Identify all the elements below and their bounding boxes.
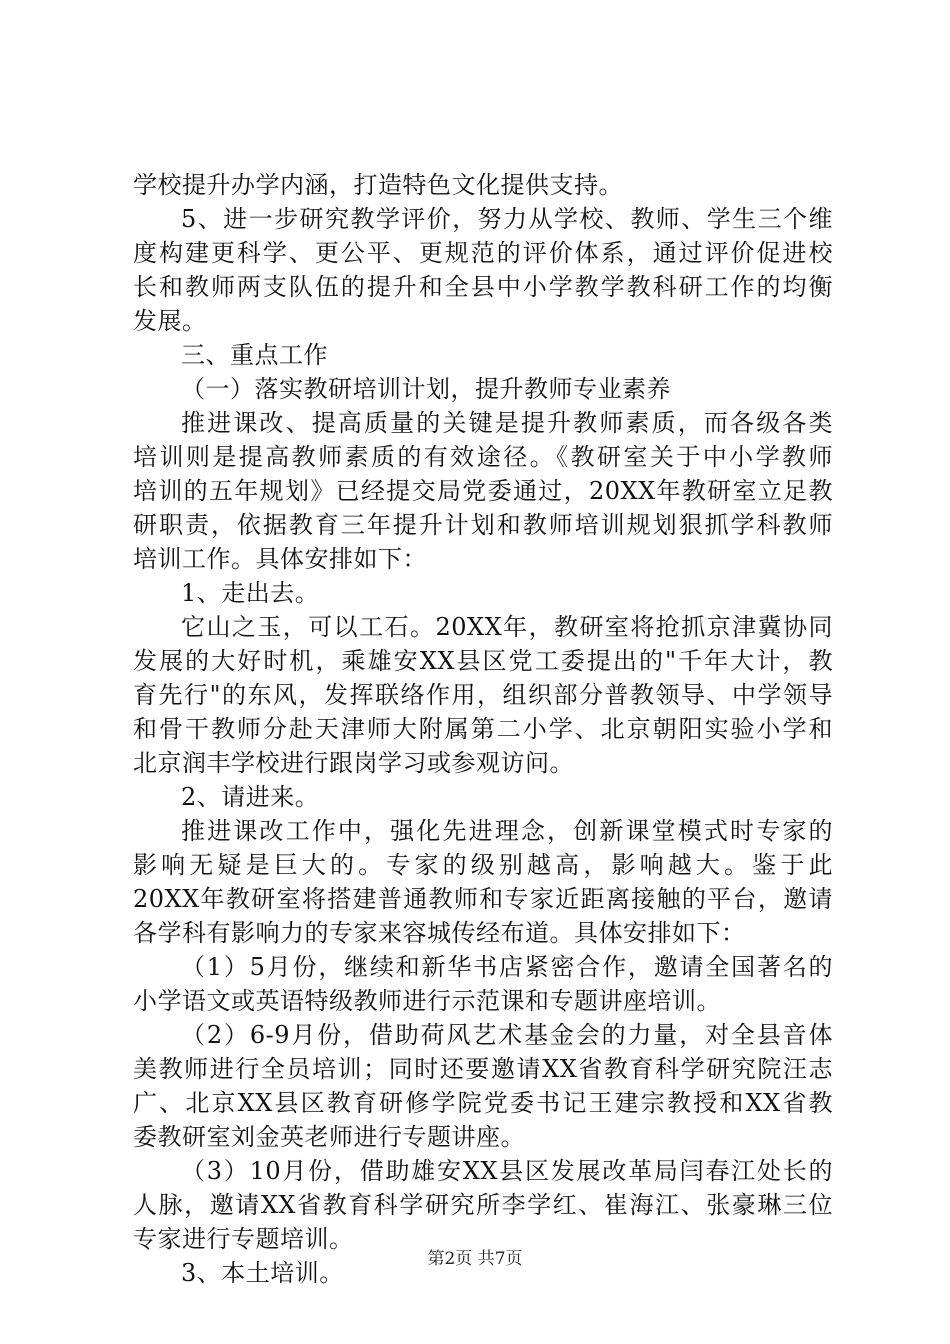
paragraph-line: 人脉，邀请XX省教育科学研究所李学红、崔海江、张豪琳三位 [133,1191,833,1219]
document-body [133,168,833,1290]
page-footer [0,1244,950,1269]
paragraph-line: 发展的大好时机，乘雄安XX县区党工委提出的"千年大计，教 [133,647,833,675]
paragraph-line: 美教师进行全员培训；同时还要邀请XX省教育科学研究院汪志 [133,1055,833,1083]
paragraph-line: 培训工作。具体安排如下： [133,545,427,573]
paragraph-line: 3、本土培训。 [181,1259,344,1287]
paragraph-line: 和骨干教师分赴天津师大附属第二小学、北京朝阳实验小学和 [133,715,833,743]
paragraph-line: 三、重点工作 [181,341,328,369]
paragraph-line: 2、请进来。 [181,783,320,811]
paragraph-line: 培训的五年规划》已经提交局党委通过，20XX年教研室立足教 [133,477,833,505]
paragraph-line: 推进课改、提高质量的关键是提升教师素质，而各级各类 [181,409,833,437]
paragraph-line: （2）6-9月份，借助荷风艺术基金会的力量，对全县音体 [181,1021,833,1049]
paragraph-line: 专家进行专题培训。 [133,1225,354,1253]
paragraph-line: 研职责，依据教育三年提升计划和教师培训规划狠抓学科教师 [133,511,833,539]
page-number: 第2页 共7页 [427,1249,523,1269]
paragraph-line: 度构建更科学、更公平、更规范的评价体系，通过评价促进校 [133,239,833,267]
paragraph-line: （一）落实教研培训计划，提升教师专业素养 [181,375,671,403]
paragraph-line: （1）5月份，继续和新华书店紧密合作，邀请全国著名的 [181,953,833,981]
paragraph-line: 5、进一步研究教学评价，努力从学校、教师、学生三个维 [181,205,833,233]
paragraph-line: 培训则是提高教师素质的有效途径。《教研室关于中小学教师 [133,443,833,471]
paragraph-line: 发展。 [133,307,207,335]
paragraph-line: 北京润丰学校进行跟岗学习或参观访问。 [133,749,574,777]
paragraph-line: 育先行"的东风，发挥联络作用，组织部分普教领导、中学领导 [133,681,833,709]
paragraph-line: 推进课改工作中，强化先进理念，创新课堂模式时专家的 [181,817,833,845]
paragraph-line: （3）10月份，借助雄安XX县区发展改革局闫春江处长的 [181,1157,833,1185]
paragraph-line: 它山之玉，可以工石。20XX年，教研室将抢抓京津冀协同 [181,613,833,641]
paragraph-line: 委教研室刘金英老师进行专题讲座。 [133,1123,525,1151]
paragraph-line: 各学科有影响力的专家来容城传经布道。具体安排如下： [133,919,746,947]
paragraph-line: 小学语文或英语特级教师进行示范课和专题讲座培训。 [133,987,721,1015]
paragraph-line: 学校提升办学内涵，打造特色文化提供支持。 [133,171,623,199]
paragraph-line: 影响无疑是巨大的。专家的级别越高，影响越大。鉴于此 [133,851,833,879]
paragraph-line: 1、走出去。 [181,579,320,607]
paragraph-line: 广、北京XX县区教育研修学院党委书记王建宗教授和XX省教 [133,1089,833,1117]
paragraph-line: 20XX年教研室将搭建普通教师和专家近距离接触的平台，邀请 [133,885,833,913]
paragraph-line: 长和教师两支队伍的提升和全县中小学教学教科研工作的均衡 [133,273,833,301]
